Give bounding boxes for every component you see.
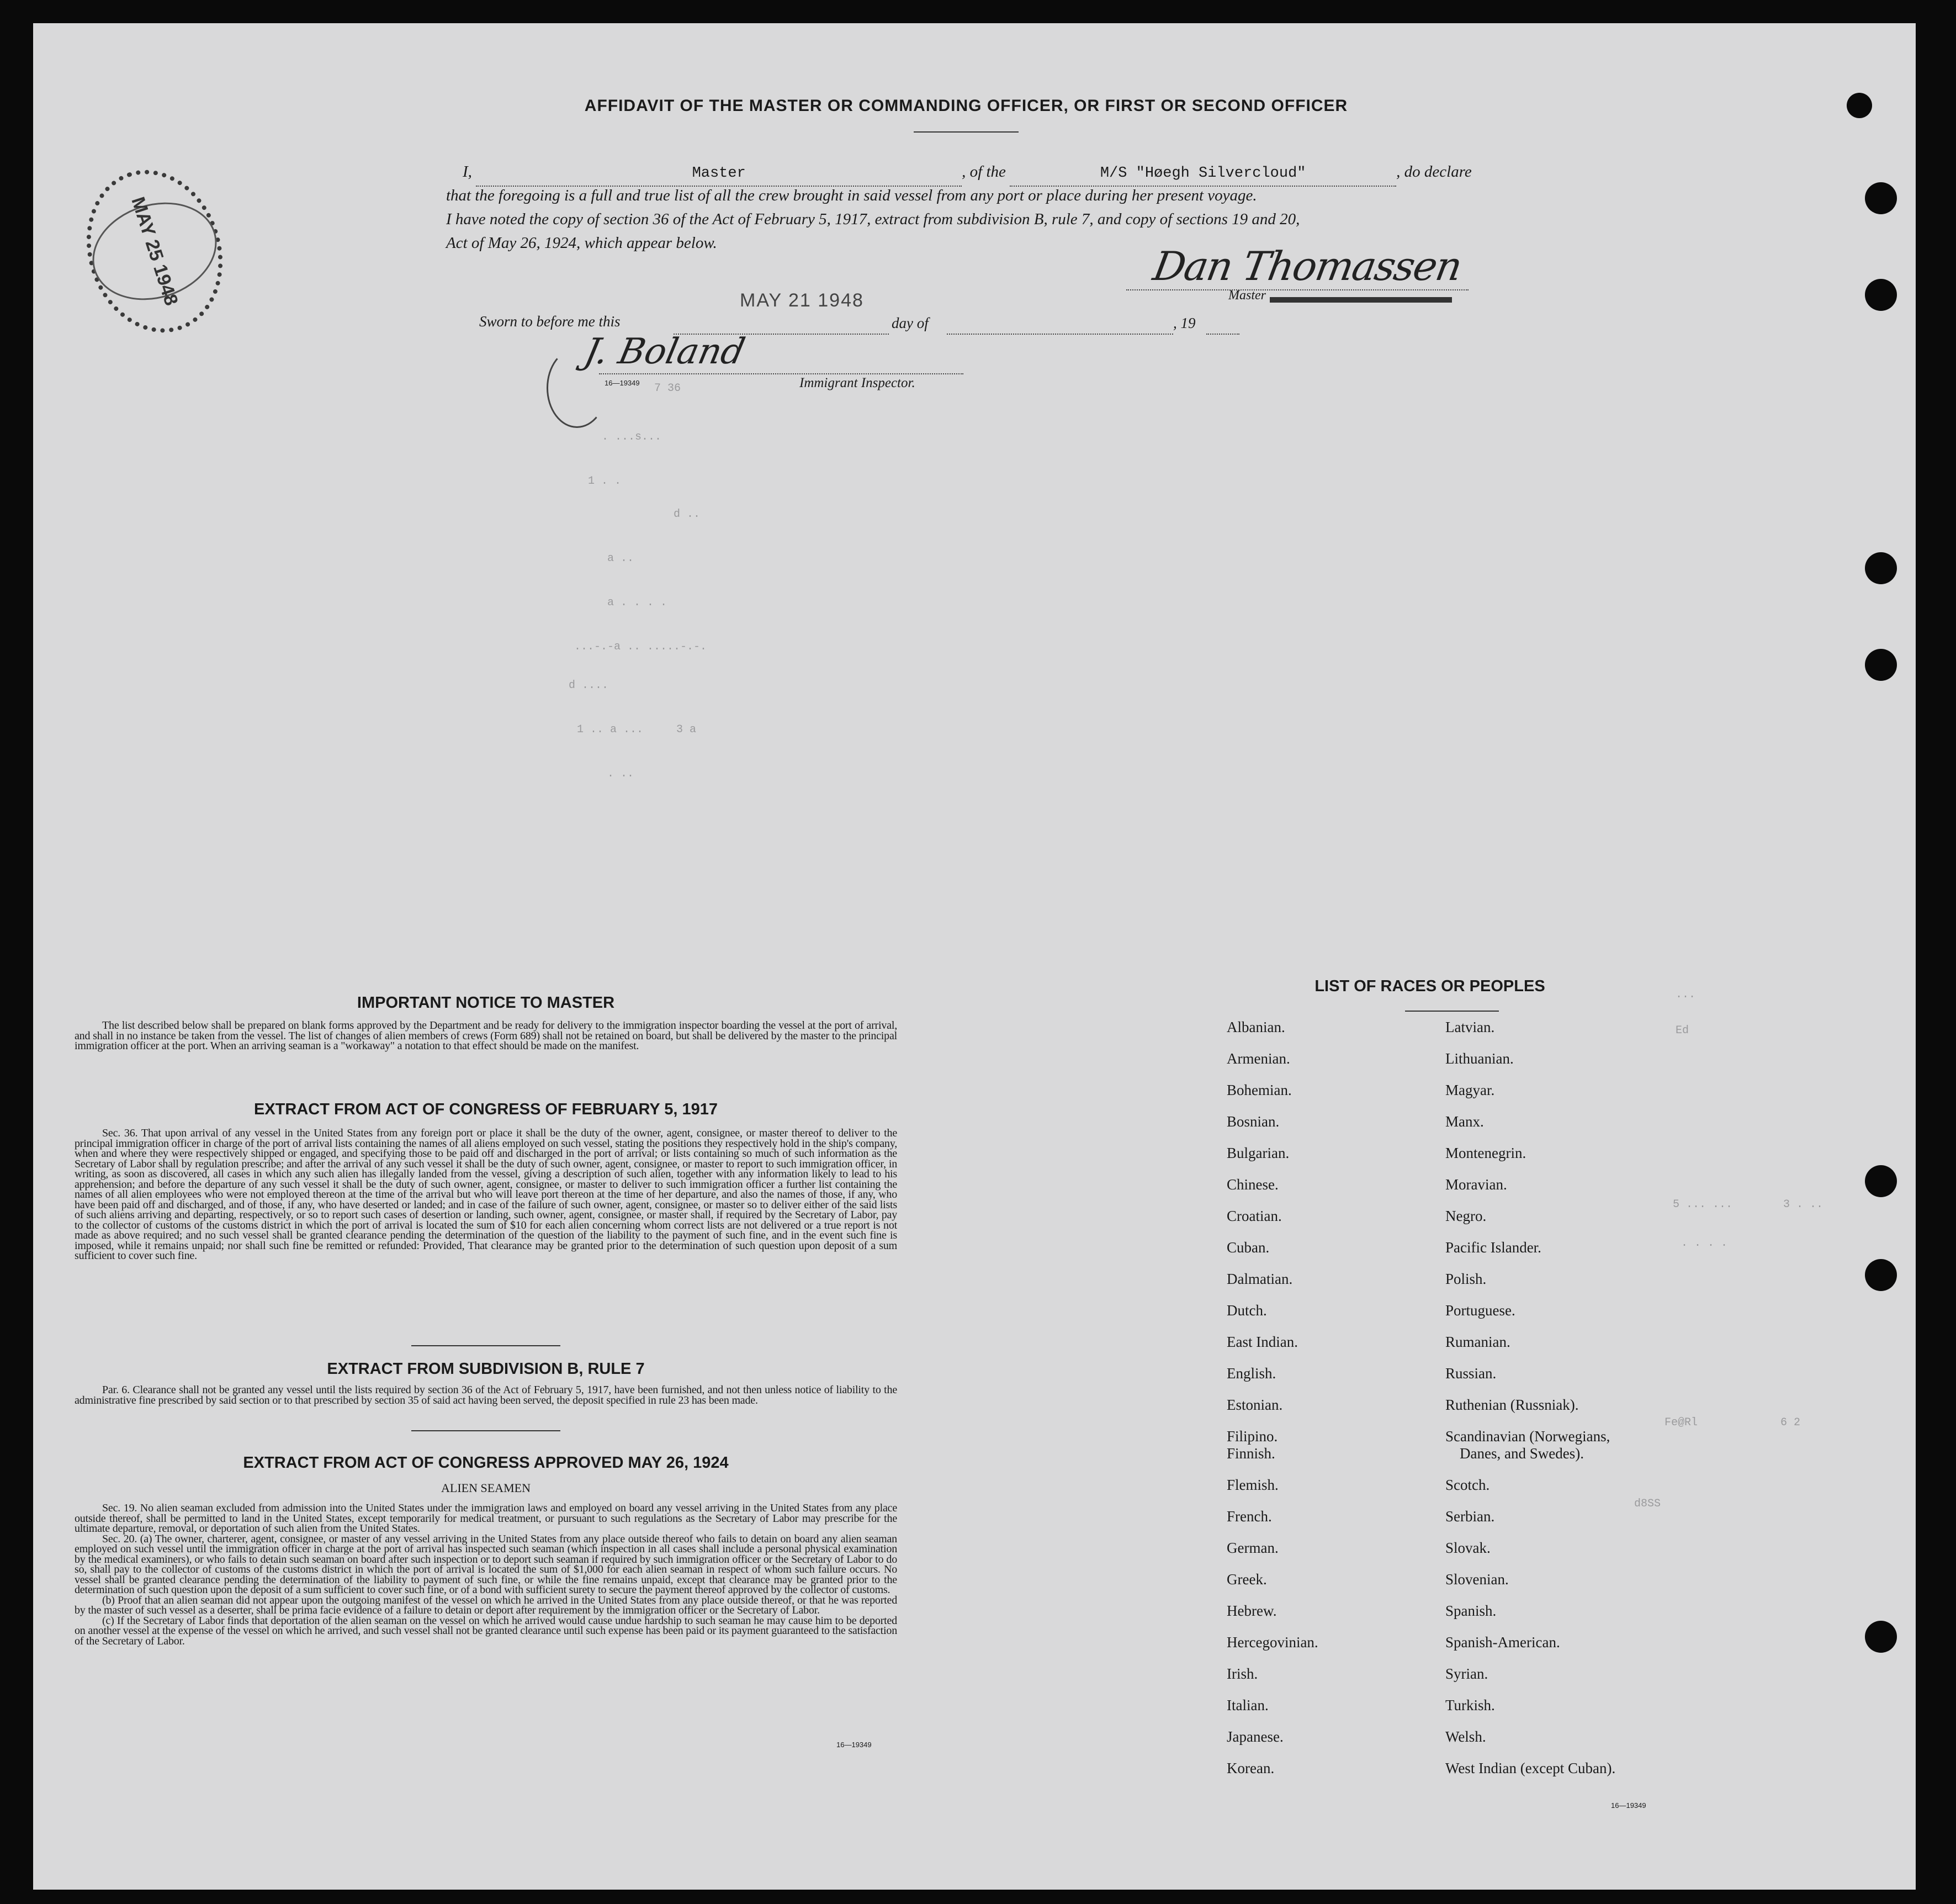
bleed-through-text: 1 . . [588, 475, 622, 488]
race-item: Rumanian. [1445, 1334, 1510, 1350]
affidavit-title: AFFIDAVIT OF THE MASTER OR COMMANDING OFFICER, OR FIRST OR SECOND OFFICER [584, 97, 1348, 115]
inspector-flourish [547, 348, 607, 428]
race-item: Montenegrin. [1445, 1145, 1526, 1161]
bleed-through-text: 7 36 [654, 382, 681, 395]
race-item: Pacific Islander. [1445, 1239, 1541, 1256]
extract-1924-body [75, 1503, 897, 1646]
races-column-2 [1445, 1016, 1615, 1789]
inspector-label: Immigrant Inspector. [799, 375, 915, 390]
bleed-through-text: ... [1676, 988, 1696, 1001]
bleed-through-text: 5 ... ... [1673, 1198, 1733, 1211]
race-item: Albanian. [1227, 1019, 1285, 1035]
bleed-through-text: . .. [607, 768, 634, 780]
section-divider [411, 1345, 560, 1346]
race-item: Syrian. [1445, 1665, 1488, 1682]
race-item: East Indian. [1227, 1334, 1298, 1350]
race-item: Polish. [1445, 1271, 1487, 1287]
race-item: Manx. [1445, 1113, 1484, 1130]
race-item: Finnish. [1227, 1445, 1275, 1462]
section-divider [411, 1430, 560, 1431]
race-item: Chinese. [1227, 1176, 1279, 1193]
race-item: Magyar. [1445, 1082, 1495, 1098]
notice-text: The list described below shall be prepared on blank forms approved by the Department and be ready for delivery to the immigration inspector boarding the vessel at the port of arrival, and shall in no instance be taken from the vessel. The list of changes of alien members of crews (Form 689) shall not be retained on board, but shall be delivered by the master to the principal immigration officer at the port. When an arriving seaman is a "workaway" a notation to that effect should be made on the manifest. [75, 1019, 897, 1052]
bleed-through-text: Fe@Rl [1665, 1416, 1698, 1429]
race-item: Serbian. [1445, 1508, 1495, 1525]
race-item: Lithuanian. [1445, 1050, 1514, 1067]
race-item: German. [1227, 1540, 1279, 1556]
punch-hole [1865, 279, 1897, 311]
race-item: Scandinavian (Norwegians, [1445, 1428, 1610, 1445]
punch-hole [1847, 93, 1872, 118]
punch-hole [1865, 1165, 1897, 1197]
punch-hole [1865, 182, 1897, 214]
race-item: Korean. [1227, 1760, 1275, 1776]
declaration-line-1 [446, 160, 1495, 187]
races-form-number: 16—19349 [1611, 1801, 1646, 1810]
bleed-through-text: 1 .. a ... [577, 723, 644, 736]
section-20a-text: Sec. 20. (a) The owner, charterer, agent, consignee, or master of any vessel arriving in the United States from any place outside thereof who fails to detain on board any alien seaman employed on such vessel until the immigration officer in charge at the port of arrival has inspected such seaman (which inspection in all cases shall include a personal physical examination by the medical examiners), or who fails to detain such seaman on board after such inspection or to deport such seaman if required by such immigration officer or the Secretary of Labor to do so, shall pay to the collector of customs of the customs district in which the port of arrival is located the sum of $1,000 for each alien seaman in respect of whom such failure occurs. No vessel shall be granted clearance pending the determination of the liability to payment of such fine, or while the fine remains unpaid, except that clearance may be granted prior to the determination of such question upon the deposit of a sum sufficient to cover such fine, or of a bond with sufficient surety to secure the payment thereof approved by the collector of customs. [75, 1532, 897, 1596]
inspector-signature: J. Boland [581, 331, 749, 372]
extract-1917-title: EXTRACT FROM ACT OF CONGRESS OF FEBRUARY 5, 1917 [253, 1101, 718, 1118]
do-declare-label: , do declare [1396, 163, 1472, 181]
of-the-label: , of the [962, 163, 1006, 181]
bleed-through-text: . . . . [1681, 1237, 1728, 1250]
bleed-through-text: a .. [607, 552, 634, 565]
race-item: English. [1227, 1365, 1276, 1382]
punch-hole [1865, 1621, 1897, 1653]
bleed-through-text: 3 . .. [1783, 1198, 1824, 1211]
race-item: Spanish-American. [1445, 1634, 1560, 1651]
declaration-line-3: I have noted the copy of section 36 of the Act of February 5, 1917, extract from subdivision B, rule 7, and copy of sections 19 and 20, [446, 210, 1300, 228]
inspector-form-number: 16—19349 [605, 379, 640, 387]
race-item: Flemish. [1227, 1477, 1279, 1493]
alien-seamen-subtitle: ALIEN SEAMEN [441, 1481, 531, 1495]
day-of-label: day of [892, 315, 929, 331]
race-item: Spanish. [1445, 1602, 1497, 1619]
bleed-through-text: ...-.-a .. .....-.-. [574, 641, 707, 653]
notice-title: IMPORTANT NOTICE TO MASTER [357, 994, 615, 1012]
extract-rule7-title: EXTRACT FROM SUBDIVISION B, RULE 7 [327, 1360, 645, 1378]
race-item: Turkish. [1445, 1697, 1495, 1713]
section-19-text: Sec. 19. No alien seaman excluded from admission into the United States under the immigration laws and employed on board any vessel arriving in the United States from any place outside thereof, shall be permitted to land in the United States, except temporarily for medical treatment, or pursuant to such regulations as the Secretary of Labor may prescribe for the ultimate departure, removal, or deportation of such alien from the United States. [75, 1502, 897, 1535]
race-item: Negro. [1445, 1208, 1487, 1224]
races-column-1 [1227, 1016, 1318, 1803]
race-item: Dalmatian. [1227, 1271, 1293, 1287]
race-item: Bulgarian. [1227, 1145, 1290, 1161]
bleed-through-text: Ed [1676, 1024, 1689, 1037]
master-signature: Dan Thomassen [1149, 243, 1465, 289]
bleed-through-text: d8SS [1634, 1498, 1661, 1510]
race-item: Estonian. [1227, 1397, 1283, 1413]
section-20b-text: (b) Proof that an alien seaman did not appear upon the outgoing manifest of the vessel on which he arrived in the United States from any place outside thereof, or that he was reported by the master of such vessel as a deserter, shall be prima facie evidence of a failure to detain or deport after requirement by the immigration officer or the Secretary of Labor. [75, 1594, 897, 1616]
race-item: Croatian. [1227, 1208, 1282, 1224]
races-title-rule [1405, 1011, 1499, 1012]
punch-hole [1865, 552, 1897, 584]
vessel-name-field: M/S "Høegh Silvercloud" [1010, 162, 1396, 187]
struck-through-titles [1270, 297, 1452, 303]
race-item: Greek. [1227, 1571, 1267, 1588]
notice-body [75, 1020, 897, 1051]
race-item: Japanese. [1227, 1728, 1284, 1745]
extract-1924-title: EXTRACT FROM ACT OF CONGRESS APPROVED MAY 26, 1924 [243, 1454, 729, 1472]
race-item: West Indian (except Cuban). [1445, 1760, 1616, 1776]
section-20c-text: (c) If the Secretary of Labor finds that deportation of the alien seaman on the vessel on which he arrived would cause undue hardship to such seaman he may cause him to be deported on another vessel at the expense of the vessel on which he arrived, and such vessel shall not be granted clearance until such expense has been paid or its payment guaranteed to the satisfaction of the Secretary of Labor. [75, 1614, 897, 1647]
race-item: Bosnian. [1227, 1113, 1280, 1130]
race-item: Bohemian. [1227, 1082, 1292, 1098]
master-signature-line [1126, 289, 1469, 290]
race-item: Hercegovinian. [1227, 1634, 1318, 1651]
race-item: Ruthenian (Russniak). [1445, 1397, 1579, 1413]
race-item: Welsh. [1445, 1728, 1486, 1745]
i-label: I, [463, 163, 472, 181]
year-line [1206, 334, 1239, 335]
race-item: Slovenian. [1445, 1571, 1509, 1588]
race-item: French. [1227, 1508, 1272, 1525]
race-item: Hebrew. [1227, 1602, 1277, 1619]
bleed-through-text: a . . . . [607, 596, 667, 609]
extract-form-number: 16—19349 [836, 1741, 872, 1749]
extract-rule7-body [75, 1385, 897, 1405]
year-label: , 19 [1173, 315, 1196, 331]
stamp-date: MAY 25 1948 [127, 194, 183, 308]
declaration-line-2: that the foregoing is a full and true list of all the crew brought in said vessel from any port or place during her present voyage. [446, 187, 1257, 204]
race-item: Russian. [1445, 1365, 1497, 1382]
race-item: Armenian. [1227, 1050, 1290, 1067]
officer-title-field: Master [476, 162, 962, 187]
title-rule [914, 131, 1019, 133]
bleed-through-text: 3 a [676, 723, 697, 736]
sworn-label: Sworn to before me this [479, 313, 621, 330]
race-item: Latvian. [1445, 1019, 1495, 1035]
bleed-through-text: . ...s... [602, 431, 662, 443]
extract-1917-body [75, 1128, 897, 1261]
race-item: Irish. [1227, 1665, 1258, 1682]
bleed-through-text: d .... [569, 679, 609, 692]
race-item: Filipino. [1227, 1428, 1278, 1445]
race-item: Moravian. [1445, 1176, 1507, 1193]
bleed-through-text: d .. [674, 508, 701, 521]
race-item: Portuguese. [1445, 1302, 1515, 1319]
race-item: Italian. [1227, 1697, 1269, 1713]
sworn-date-stamp: MAY 21 1948 [740, 290, 864, 311]
race-item: Cuban. [1227, 1239, 1270, 1256]
inspector-line [599, 373, 963, 374]
race-item: Dutch. [1227, 1302, 1267, 1319]
declaration-line-4: Act of May 26, 1924, which appear below. [446, 234, 717, 252]
bleed-through-text: 6 2 [1780, 1416, 1801, 1429]
race-item: Slovak. [1445, 1540, 1491, 1556]
par-6-text: Par. 6. Clearance shall not be granted any vessel until the lists required by section 36 of the Act of February 5, 1917, have been furnished, and not then unless notice of liability to the administrative fine prescribed by said section or to that prescribed by section 35 of said act having been served, the deposit specified in rule 23 has been made. [75, 1384, 897, 1406]
master-label: Master [1228, 288, 1266, 303]
race-item: Scotch. [1445, 1477, 1490, 1493]
section-36-text: Sec. 36. That upon arrival of any vessel in the United States from any foreign port or place it shall be the duty of the owner, agent, consignee, or master thereof to deliver to the principal immigration officer in charge of the port of arrival lists containing the names of all aliens employed on such vessel, stating the positions they respectively hold in the ship's company, when and where they were respectively shipped or engaged, and specifying those to be paid off and discharged in the port of arrival; or lists containing so much of such information as the Secretary of Labor shall by regulation prescribe; and after the arrival of any such vessel it shall be the duty of such owner, agent, consignee, or master to report to such immigration officer, in writing, as soon as discovered, all cases in which any such alien has illegally landed from the vessel, giving a description of such alien, together with any information likely to lead to his apprehension; and before the departure of any such vessel it shall be the duty of such owner, agent, consignee, or master to deliver to such immigration officer a further list containing the names of all alien employees who were not employed thereon at the time of the arrival but who will leave port thereon at the time of her departure, and also the names of those, if any, who have been paid off and discharged, and of those, if any, who have deserted or landed; and in case of the failure of such owner, agent, consignee, or master so to deliver either of the said lists of such aliens arriving and departing, respectively, or so to report such cases of desertion or landing, such owner, agent, consignee, or master shall, if required by the Secretary of Labor, pay to the collector of customs of the customs district in which the port of arrival is located the sum of $10 for each alien concerning whom correct lists are not delivered or a true report is not made as above required; and no such vessel shall be granted clearance pending the determination of the question of the liability to the payment of such fine, and in the event such fine is imposed, while it remains unpaid; nor shall such fine be remitted or refunded: Provided, That clearance may be granted prior to the determination of such question upon deposit of a sum sufficient to cover such fine. [75, 1127, 897, 1262]
race-item: Danes, and Swedes). [1460, 1445, 1584, 1462]
month-line [947, 334, 1173, 335]
punch-hole [1865, 1259, 1897, 1291]
races-title: LIST OF RACES OR PEOPLES [1314, 977, 1545, 995]
punch-hole [1865, 649, 1897, 681]
